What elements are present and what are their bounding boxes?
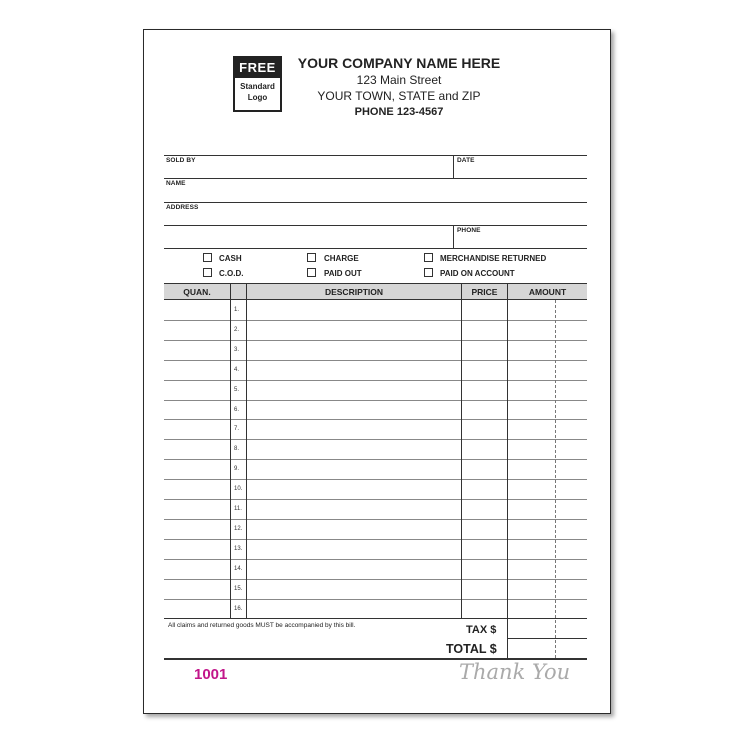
company-header [284, 54, 514, 120]
row-number: 12. [234, 525, 243, 532]
column-divider [246, 283, 247, 618]
divider [453, 225, 454, 249]
table-row [164, 459, 587, 460]
table-row [164, 599, 587, 600]
thank-you-text: Thank You [459, 660, 571, 684]
logo-free-label: FREE [235, 58, 280, 78]
divider [164, 155, 587, 156]
cash-checkbox[interactable] [203, 253, 212, 262]
row-number: 13. [234, 545, 243, 552]
company-street: 123 Main Street [356, 73, 442, 87]
row-number: 15. [234, 585, 243, 592]
logo-line-1: Standard [240, 82, 275, 91]
table-row [164, 579, 587, 580]
row-number: 10. [234, 486, 243, 493]
row-number: 9. [234, 466, 240, 473]
quan-header: QUAN. [183, 287, 211, 297]
table-row [164, 439, 587, 440]
paid-on-account-label: PAID ON ACCOUNT [440, 269, 515, 278]
divider [453, 155, 454, 179]
merchandise-returned-label: MERCHANDISE RETURNED [440, 254, 547, 263]
column-divider [507, 283, 508, 658]
form-number: 1001 [194, 666, 228, 683]
paid-on-account-checkbox[interactable] [424, 268, 433, 277]
row-number: 16. [234, 605, 243, 612]
price-header: PRICE [471, 287, 498, 297]
divider [164, 202, 587, 203]
description-header: DESCRIPTION [324, 287, 384, 297]
row-number: 7. [234, 426, 240, 433]
row-number: 1. [234, 307, 240, 313]
company-name: YOUR COMPANY NAME HERE [297, 55, 501, 71]
phone-label: PHONE [457, 227, 481, 234]
divider [507, 638, 587, 639]
row-number: 8. [234, 446, 240, 453]
sold-by-label: SOLD BY [166, 157, 196, 164]
row-number: 3. [234, 346, 240, 353]
row-number: 11. [234, 506, 242, 512]
table-header [164, 283, 587, 300]
cash-label: CASH [219, 254, 242, 263]
table-row [164, 419, 587, 420]
date-label: DATE [457, 157, 475, 164]
table-row [164, 400, 587, 401]
cod-label: C.O.D. [219, 269, 244, 278]
sales-form [143, 29, 611, 714]
claims-notice: All claims and returned goods MUST be accompanied by this bill. [168, 622, 356, 629]
charge-checkbox[interactable] [307, 253, 316, 262]
cents-divider [555, 300, 556, 658]
row-number: 2. [234, 326, 240, 333]
table-row [164, 519, 587, 520]
table-row [164, 360, 587, 361]
paid-out-label: PAID OUT [324, 269, 362, 278]
logo [233, 56, 282, 112]
table-row [164, 499, 587, 500]
row-number: 6. [234, 406, 240, 413]
table-row [164, 320, 587, 321]
row-number: 14. [234, 565, 243, 572]
row-number: 4. [234, 366, 240, 373]
merchandise-returned-checkbox[interactable] [424, 253, 433, 262]
table-row [164, 479, 587, 480]
company-phone: PHONE 123-4567 [354, 106, 444, 118]
column-divider [461, 283, 462, 618]
table-row [164, 380, 587, 381]
table-row [164, 559, 587, 560]
divider [164, 248, 587, 249]
logo-text [235, 78, 280, 103]
amount-header: AMOUNT [528, 287, 567, 297]
charge-label: CHARGE [324, 254, 359, 263]
row-number: 5. [234, 386, 240, 393]
company-town: YOUR TOWN, STATE and ZIP [317, 89, 481, 103]
total-label: TOTAL $ [446, 642, 497, 656]
table-row [164, 539, 587, 540]
column-divider [230, 283, 231, 618]
cod-checkbox[interactable] [203, 268, 212, 277]
paid-out-checkbox[interactable] [307, 268, 316, 277]
address-label: ADDRESS [166, 204, 199, 211]
tax-label: TAX $ [466, 624, 497, 636]
divider [164, 618, 587, 619]
divider [164, 225, 587, 226]
name-label: NAME [166, 180, 186, 187]
divider [164, 178, 587, 179]
table-row [164, 340, 587, 341]
logo-line-2: Logo [247, 93, 268, 102]
